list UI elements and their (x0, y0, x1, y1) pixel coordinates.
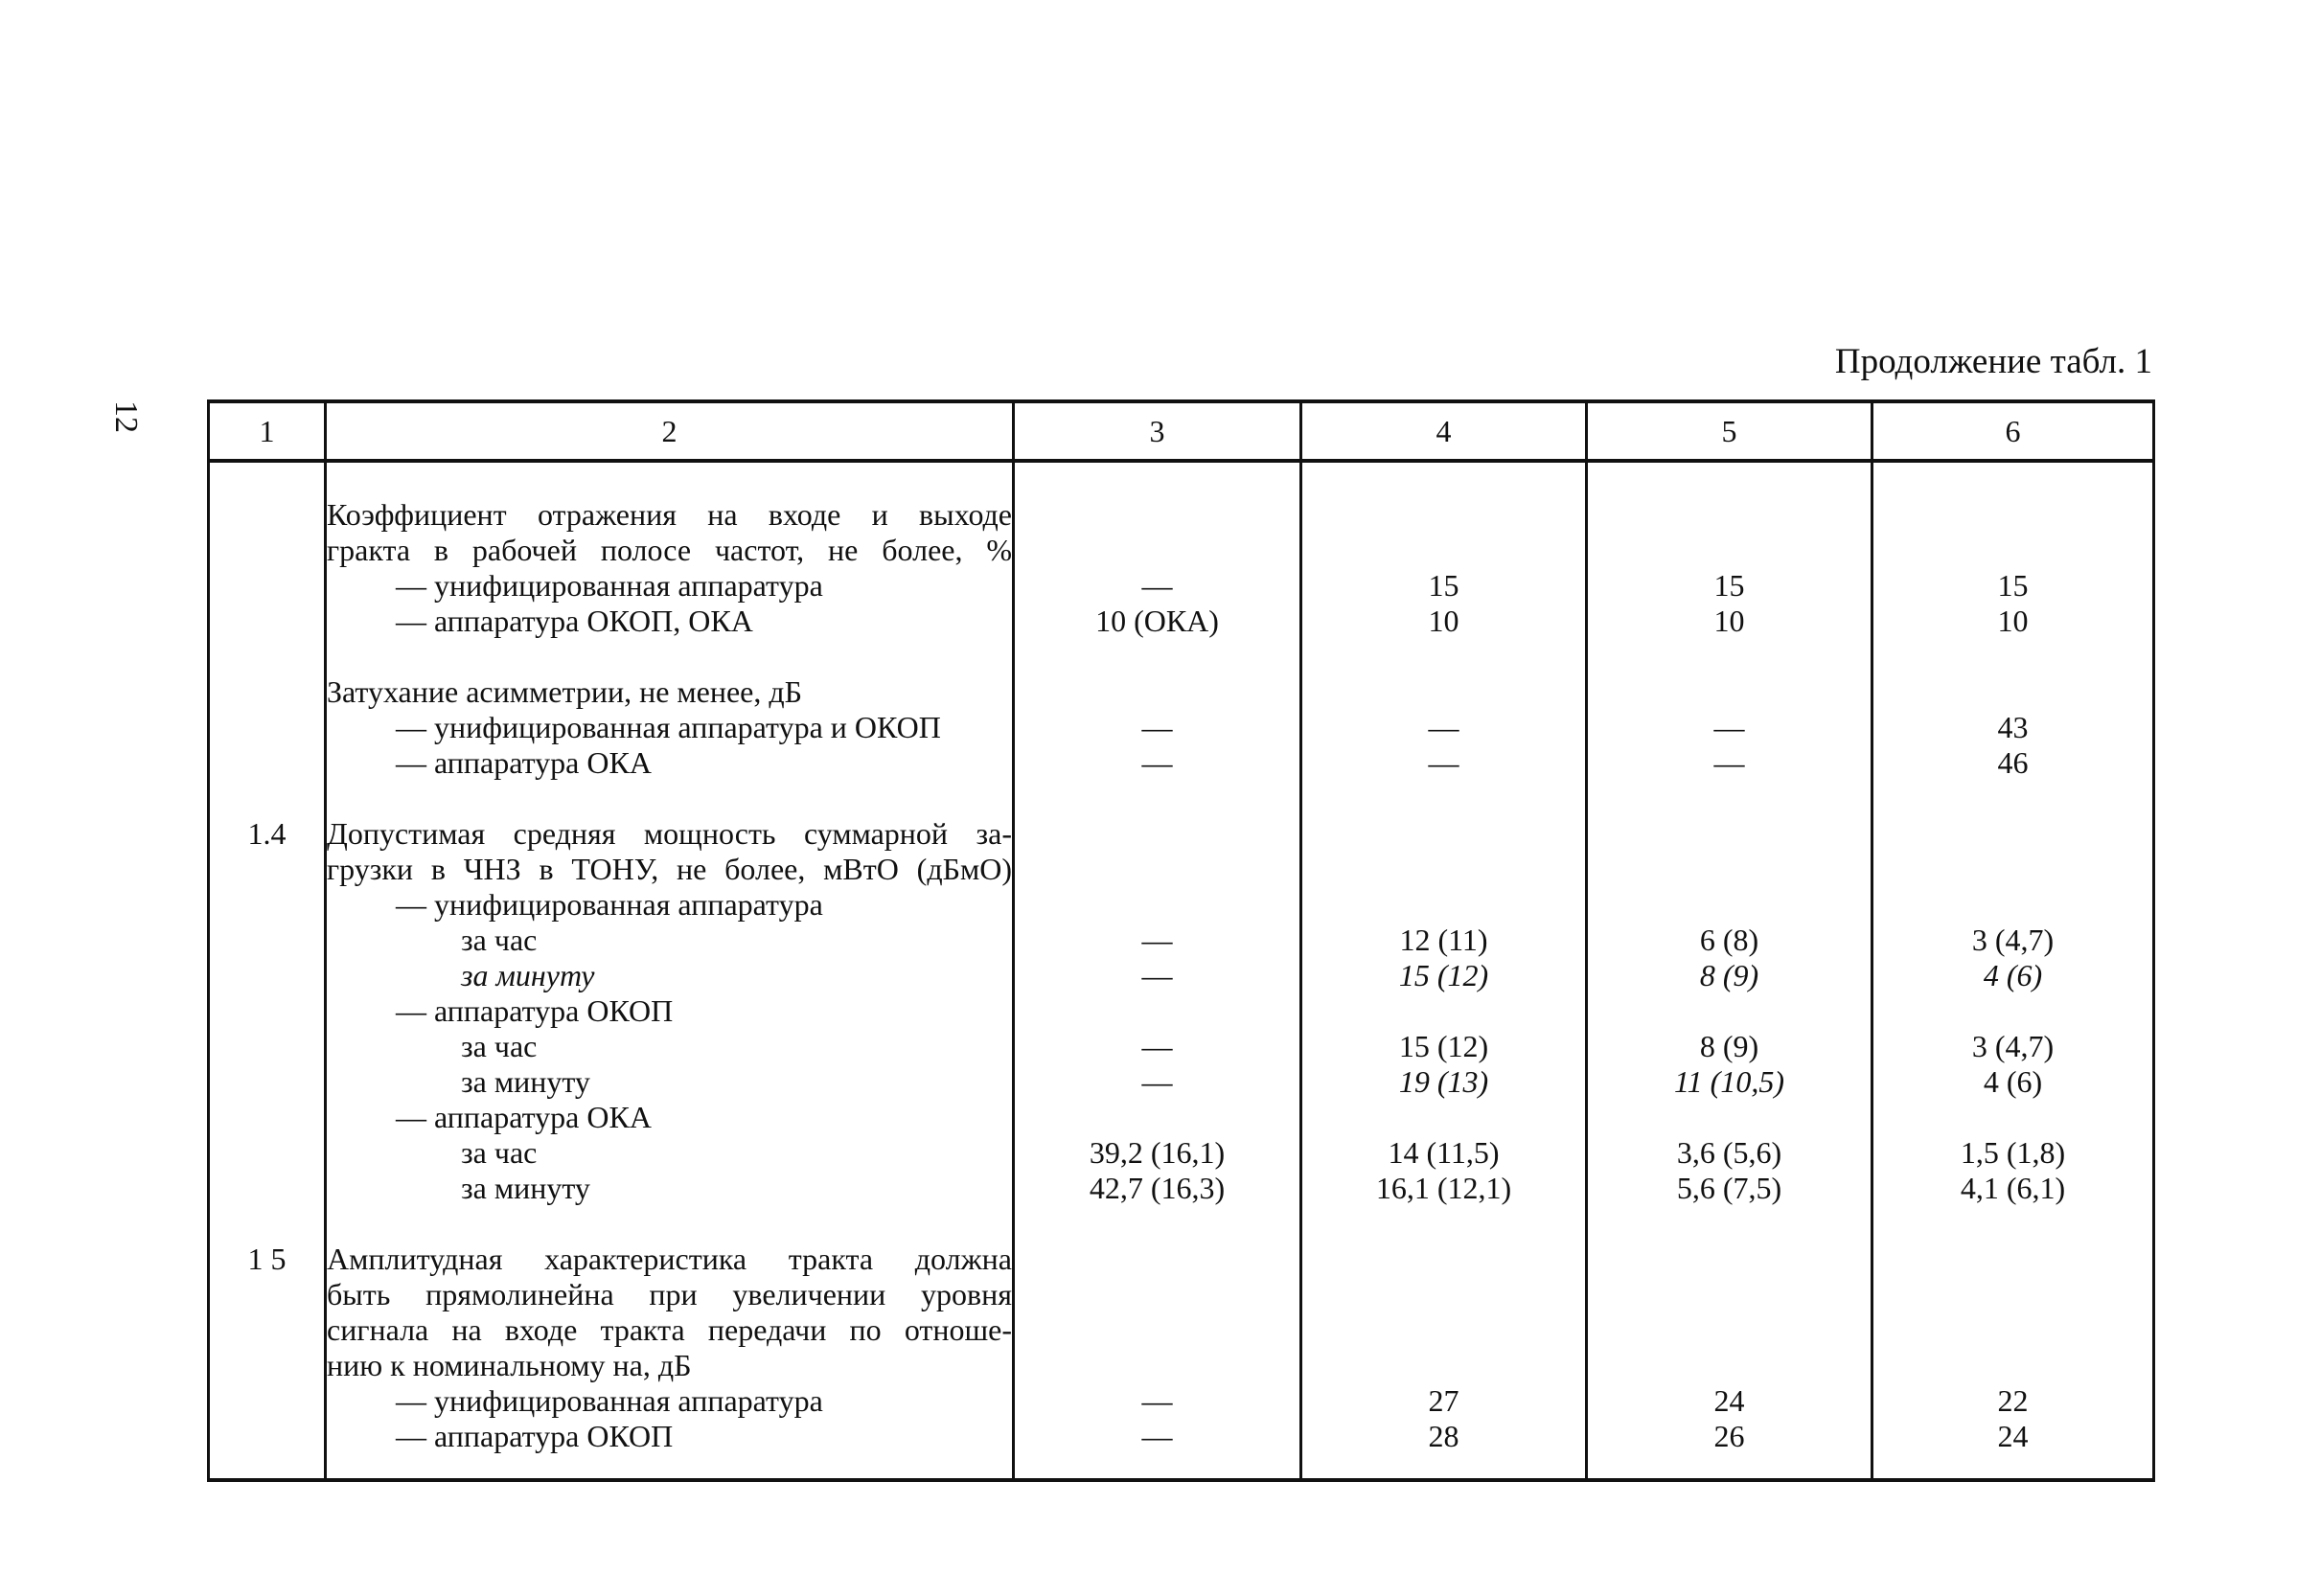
col5-line-12: 6 (8) (1699, 923, 1759, 957)
spacer-line (1302, 1348, 1585, 1383)
spacer-line (1588, 639, 1871, 674)
spacer-line (210, 1312, 324, 1348)
col3-line-15: — (1141, 1029, 1173, 1063)
spacer-line (1015, 1206, 1299, 1242)
spacer-line (210, 1206, 324, 1242)
col2-line-26: — аппаратура ОКОП (396, 1419, 674, 1453)
spacer-line (1873, 887, 2152, 923)
spacer-line (1302, 1312, 1585, 1348)
spacer-line (1015, 852, 1299, 887)
spacer-line (210, 533, 324, 568)
spacer-line (210, 852, 324, 887)
spacer-line (1873, 497, 2152, 533)
spacer-line (1873, 781, 2152, 816)
col2-line-15: за час (461, 1029, 538, 1063)
spacer-line (1015, 1348, 1299, 1383)
column-parameter-description (326, 461, 1014, 1480)
col1-line-9: 1.4 (247, 816, 287, 851)
spacer-line (327, 781, 1012, 816)
spacer-line (1873, 1242, 2152, 1277)
table-caption: Продолжение табл. 1 (1834, 342, 2152, 381)
col4-line-13: 15 (12) (1398, 958, 1489, 992)
spacer-line (210, 745, 324, 781)
column-6-values (1872, 461, 2154, 1480)
spacer-line (210, 1348, 324, 1383)
col2-line-22: быть прямолинейна при увеличении уровня (327, 1277, 1012, 1311)
spacer-line (1015, 781, 1299, 816)
spacer-line (1588, 674, 1871, 710)
spacer-line (210, 1383, 324, 1419)
col5-line-15: 8 (9) (1699, 1029, 1759, 1063)
spacer-line (1015, 674, 1299, 710)
column-3-values (1014, 461, 1301, 1480)
col5-line-3: 10 (1713, 604, 1745, 638)
spacer-line (1588, 887, 1871, 923)
spacer-line (1588, 852, 1871, 887)
col5-line-18: 3,6 (5,6) (1676, 1135, 1782, 1170)
col2-line-19: за минуту (461, 1171, 590, 1205)
spacer-line (1015, 1312, 1299, 1348)
col4-line-26: 28 (1428, 1419, 1459, 1453)
spacer-line (1302, 781, 1585, 816)
col4-line-16: 19 (13) (1398, 1064, 1489, 1099)
col2-line-21: Амплитудная характеристика тракта должна (327, 1242, 1012, 1276)
spacer-line (1015, 887, 1299, 923)
col3-line-13: — (1141, 958, 1173, 992)
col6-line-12: 3 (4,7) (1971, 923, 2055, 957)
spacer-line (1015, 497, 1299, 533)
parameters-table (207, 399, 2155, 1482)
col2-line-6: — унифицированная аппаратура и ОКОП (396, 710, 941, 744)
col2-line-10: грузки в ЧНЗ в ТОНУ, не более, мВтО (дБмО) (327, 852, 1012, 886)
spacer-line (210, 674, 324, 710)
col3-line-7: — (1141, 745, 1173, 780)
spacer-line (210, 497, 324, 533)
spacer-line (1588, 993, 1871, 1029)
spacer-line (327, 1206, 1012, 1242)
col5-line-13: 8 (9) (1699, 958, 1759, 992)
col6-line-3: 10 (1997, 604, 2029, 638)
spacer-line (1588, 816, 1871, 852)
spacer-line (210, 604, 324, 639)
spacer-line (210, 923, 324, 958)
spacer-line (210, 710, 324, 745)
spacer-line (210, 1277, 324, 1312)
spacer-line (1873, 1277, 2152, 1312)
spacer-line (1873, 1206, 2152, 1242)
spacer-line (1015, 639, 1299, 674)
col2-line-25: — унифицированная аппаратура (396, 1383, 823, 1418)
spacer-line (210, 993, 324, 1029)
spacer-line (210, 1171, 324, 1206)
spacer-line (1873, 639, 2152, 674)
col5-line-7: — (1713, 745, 1745, 780)
col4-line-2: 15 (1428, 568, 1459, 603)
column-5-values (1587, 461, 1872, 1480)
spacer-line (1873, 1312, 2152, 1348)
spacer-line (1302, 1206, 1585, 1242)
col4-line-3: 10 (1428, 604, 1459, 638)
column-item-number (209, 461, 326, 1480)
spacer-line (210, 958, 324, 993)
col2-line-24: нию к номинальному на, дБ (327, 1348, 692, 1382)
table-body-row (209, 461, 2154, 1480)
col6-line-19: 4,1 (6,1) (1960, 1171, 2066, 1205)
spacer-line (210, 781, 324, 816)
col4-line-25: 27 (1428, 1383, 1459, 1418)
col3-line-18: 39,2 (16,1) (1089, 1135, 1226, 1170)
col2-line-3: — аппаратура ОКОП, ОКА (396, 604, 753, 638)
spacer-line (1588, 497, 1871, 533)
col6-line-2: 15 (1997, 568, 2029, 603)
spacer-line (210, 639, 324, 674)
spacer-line (1302, 1277, 1585, 1312)
col5-line-6: — (1713, 710, 1745, 744)
col6-line-26: 24 (1997, 1419, 2029, 1453)
spacer-line (1302, 533, 1585, 568)
col4-line-18: 14 (11,5) (1388, 1135, 1500, 1170)
col2-line-23: сигнала на входе тракта передачи по отноше- (327, 1312, 1012, 1347)
header-col-2: 2 (326, 401, 1014, 461)
col5-line-25: 24 (1713, 1383, 1745, 1418)
col2-line-11: — унифицированная аппаратура (396, 887, 823, 922)
spacer-line (1588, 1242, 1871, 1277)
col6-line-6: 43 (1997, 710, 2029, 744)
col1-line-21: 1 5 (247, 1242, 287, 1276)
col2-line-16: за минуту (461, 1064, 590, 1099)
col3-line-2: — (1141, 568, 1173, 603)
spacer-line (1588, 1206, 1871, 1242)
spacer-line (1302, 993, 1585, 1029)
page-number: 12 (108, 400, 144, 433)
col2-line-13: за минуту (461, 958, 595, 992)
spacer-line (1015, 1100, 1299, 1135)
spacer-line (1015, 533, 1299, 568)
spacer-line (1588, 781, 1871, 816)
col4-line-7: — (1428, 745, 1459, 780)
col2-line-5: Затухание асимметрии, не менее, дБ (327, 674, 803, 709)
spacer-line (1873, 993, 2152, 1029)
spacer-line (210, 1100, 324, 1135)
spacer-line (210, 887, 324, 923)
col3-line-25: — (1141, 1383, 1173, 1418)
header-col-6: 6 (1872, 401, 2154, 461)
col4-line-12: 12 (11) (1399, 923, 1488, 957)
spacer-line (1873, 1100, 2152, 1135)
col4-line-19: 16,1 (12,1) (1375, 1171, 1512, 1205)
spacer-line (1302, 816, 1585, 852)
header-col-5: 5 (1587, 401, 1872, 461)
spacer-line (210, 568, 324, 604)
col5-line-26: 26 (1713, 1419, 1745, 1453)
spacer-line (1302, 887, 1585, 923)
spacer-line (1873, 816, 2152, 852)
spacer-line (1588, 1100, 1871, 1135)
col3-line-6: — (1141, 710, 1173, 744)
header-col-3: 3 (1014, 401, 1301, 461)
col6-line-25: 22 (1997, 1383, 2029, 1418)
col6-line-7: 46 (1997, 745, 2029, 780)
col4-line-15: 15 (12) (1398, 1029, 1489, 1063)
spacer-line (1873, 674, 2152, 710)
header-col-1: 1 (209, 401, 326, 461)
spacer-line (210, 1419, 324, 1454)
spacer-line (1015, 1277, 1299, 1312)
spacer-line (1588, 533, 1871, 568)
col3-line-12: — (1141, 923, 1173, 957)
spacer-line (1873, 1348, 2152, 1383)
col2-line-7: — аппаратура ОКА (396, 745, 652, 780)
col2-line-1: гракта в рабочей полосе частот, не более, % (327, 533, 1012, 567)
col6-line-13: 4 (6) (1983, 958, 2043, 992)
header-col-4: 4 (1301, 401, 1587, 461)
spacer-line (1302, 1100, 1585, 1135)
col5-line-16: 11 (10,5) (1674, 1064, 1784, 1099)
spacer-line (1588, 1348, 1871, 1383)
spacer-line (1302, 639, 1585, 674)
col6-line-18: 1,5 (1,8) (1960, 1135, 2066, 1170)
col4-line-6: — (1428, 710, 1459, 744)
col3-line-19: 42,7 (16,3) (1089, 1171, 1226, 1205)
spacer-line (1873, 852, 2152, 887)
col2-line-18: за час (461, 1135, 538, 1170)
spacer-line (1302, 852, 1585, 887)
spacer-line (1302, 1242, 1585, 1277)
spacer-line (1302, 497, 1585, 533)
col2-line-2: — унифицированная аппаратура (396, 568, 823, 603)
col5-line-19: 5,6 (7,5) (1676, 1171, 1782, 1205)
col5-line-2: 15 (1713, 568, 1745, 603)
spacer-line (1873, 533, 2152, 568)
spacer-line (210, 1064, 324, 1100)
col2-line-12: за час (461, 923, 538, 957)
spacer-line (1015, 1242, 1299, 1277)
header-row (209, 401, 2154, 461)
col2-line-9: Допустимая средняя мощность суммарной за- (327, 816, 1012, 851)
spacer-line (210, 1135, 324, 1171)
spacer-line (1588, 1277, 1871, 1312)
col3-line-26: — (1141, 1419, 1173, 1453)
col6-line-16: 4 (6) (1983, 1064, 2043, 1099)
column-4-values (1301, 461, 1587, 1480)
col2-line-17: — аппаратура ОКА (396, 1100, 652, 1134)
spacer-line (1015, 993, 1299, 1029)
col2-line-0: Коэффициент отражения на входе и выходе (327, 497, 1012, 532)
col6-line-15: 3 (4,7) (1971, 1029, 2055, 1063)
spacer-line (1302, 674, 1585, 710)
col3-line-3: 10 (ОКА) (1095, 604, 1219, 638)
spacer-line (327, 639, 1012, 674)
col3-line-16: — (1141, 1064, 1173, 1099)
spacer-line (210, 1029, 324, 1064)
col2-line-14: — аппаратура ОКОП (396, 993, 674, 1028)
spacer-line (1015, 816, 1299, 852)
spacer-line (1588, 1312, 1871, 1348)
